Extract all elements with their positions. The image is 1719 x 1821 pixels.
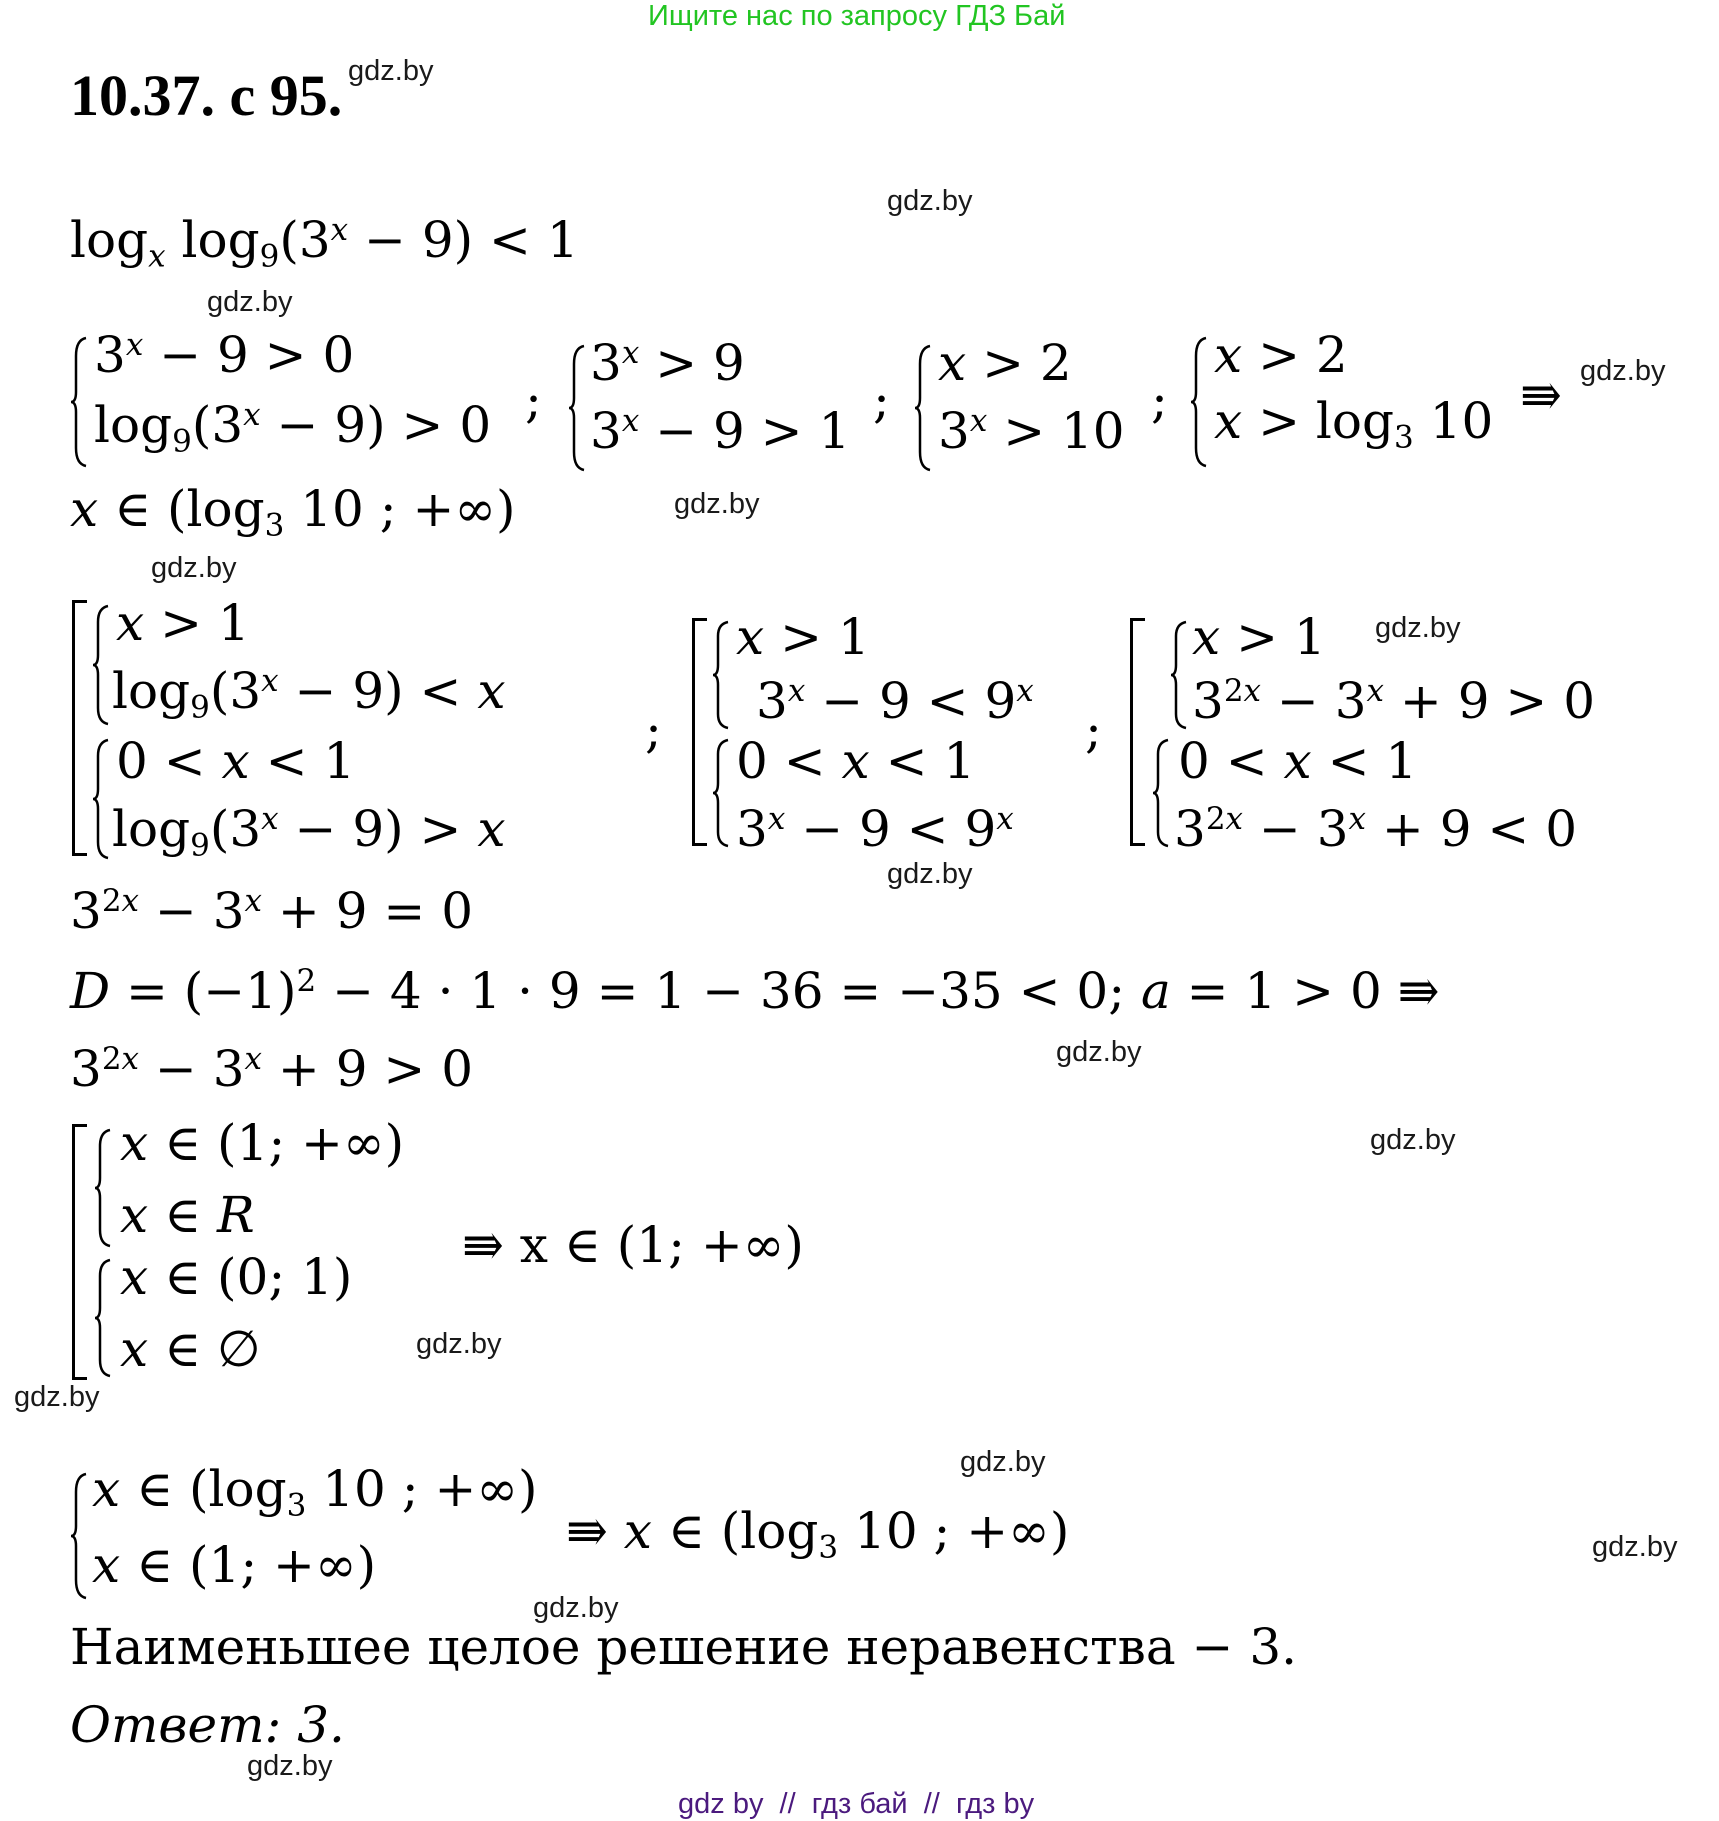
square-bracket-icon	[72, 600, 87, 856]
separator-semicolon: ;	[645, 701, 662, 759]
domain-result: x ∈ ($\log_3$ 10 ; +∞)	[70, 480, 516, 544]
watermark: gdz.by	[887, 858, 973, 890]
curly-brace-icon	[70, 336, 88, 468]
watermark: gdz.by	[960, 1446, 1046, 1478]
curly-brace-icon	[712, 620, 730, 730]
watermark: gdz.by	[416, 1328, 502, 1360]
square-bracket-icon	[72, 1124, 87, 1380]
final-result: ⇛ x ∈ ($\log_3$ 10 ; +∞)	[566, 1502, 1070, 1566]
problem-title: 10.37. с 95.	[70, 63, 343, 128]
separator-semicolon: ;	[525, 371, 542, 429]
watermark: gdz.by	[14, 1381, 100, 1413]
curly-brace-icon	[92, 604, 110, 726]
curly-brace-icon	[1170, 620, 1188, 730]
curly-brace-icon	[70, 1472, 88, 1600]
separator-semicolon: ;	[873, 371, 890, 429]
watermark: gdz.by	[1375, 612, 1461, 644]
watermark: gdz.by	[247, 1750, 333, 1782]
implies-arrow-icon: ⇛	[1520, 366, 1562, 424]
curly-brace-icon	[1190, 336, 1208, 468]
curly-brace-icon	[94, 1258, 112, 1378]
watermark: gdz.by	[151, 552, 237, 584]
discriminant-line: $D = (-1)^2 - 4 \cdot 1 \cdot 9 = 1 - 36 = -35 < 0$; a = 1 > 0 ⇛	[70, 962, 1440, 1020]
watermark: gdz.by	[1056, 1036, 1142, 1068]
header-promo-text: Ищите нас по запросу ГДЗ Бай	[648, 0, 1066, 32]
watermark: gdz.by	[348, 55, 434, 87]
separator-semicolon: ;	[1085, 701, 1102, 759]
watermark: gdz.by	[1370, 1124, 1456, 1156]
curly-brace-icon	[94, 1128, 112, 1248]
curly-brace-icon	[92, 738, 110, 860]
quadratic-equation: $3^{2x} - 3^x + 9 = 0$	[70, 882, 474, 940]
conclusion-text: Наименьшее целое решение неравенства − 3.	[70, 1618, 1298, 1676]
footer-links-text: gdz by // гдз бай // гдз by	[678, 1788, 1035, 1820]
curly-brace-icon	[712, 738, 730, 848]
curly-brace-icon	[914, 344, 932, 472]
curly-brace-icon	[568, 344, 586, 472]
separator-semicolon: ;	[1151, 371, 1168, 429]
quadratic-inequality: $3^{2x} - 3^x + 9 > 0$	[70, 1040, 474, 1098]
square-bracket-icon	[692, 618, 707, 846]
collection-4-result: ⇛ x ∈ (1; +∞)	[462, 1216, 804, 1274]
square-bracket-icon	[1130, 618, 1145, 846]
answer-text: Ответ: 3.	[70, 1696, 345, 1754]
watermark: gdz.by	[207, 286, 293, 318]
watermark: gdz.by	[1592, 1531, 1678, 1563]
inequality-statement: $\log_x \log_9(3^x - 9) < 1$	[70, 211, 579, 275]
watermark: gdz.by	[1580, 355, 1666, 387]
curly-brace-icon	[1152, 738, 1170, 848]
watermark: gdz.by	[674, 488, 760, 520]
watermark: gdz.by	[533, 1592, 619, 1624]
watermark: gdz.by	[887, 185, 973, 217]
